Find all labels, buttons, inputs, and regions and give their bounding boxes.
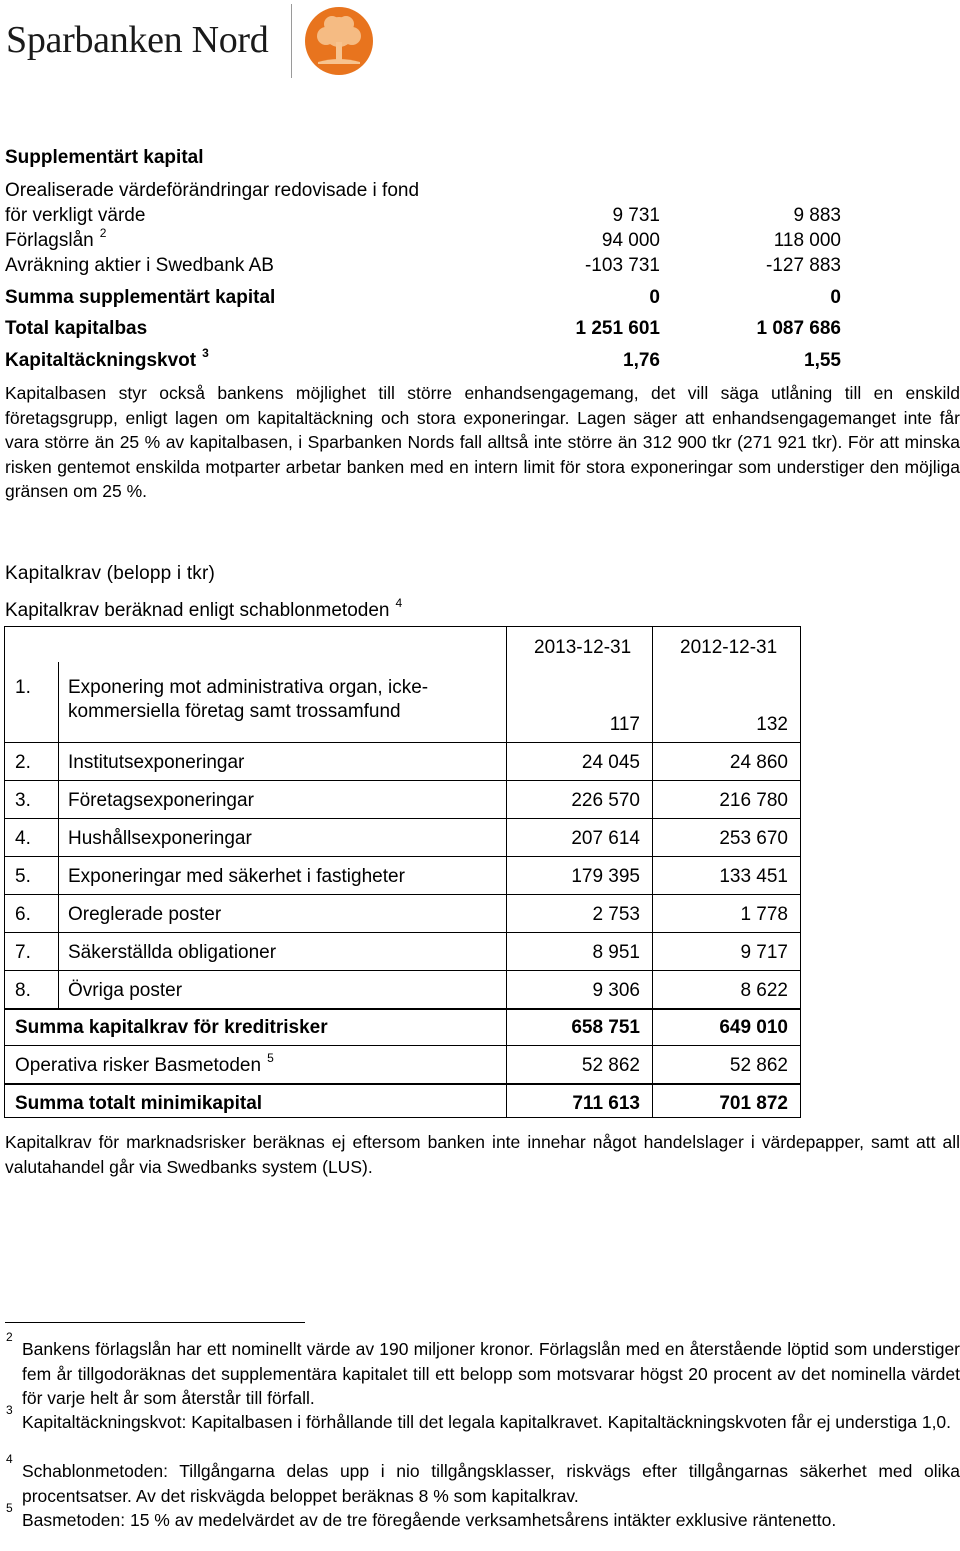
- row-label: Hushållsexponeringar: [68, 828, 252, 849]
- row-number: 8.: [15, 980, 31, 1001]
- kvot-value-previous: 1,55: [804, 350, 841, 371]
- row-value-previous: 118 000: [773, 230, 841, 251]
- table-grid: [5, 1045, 800, 1046]
- table-grid: [652, 626, 653, 1118]
- operativa-label: Operativa risker Basmetoden: [15, 1055, 262, 1076]
- row-label: Avräkning aktier i Swedbank AB: [5, 255, 274, 276]
- row-value-previous: 9 717: [740, 942, 788, 963]
- row-value-current: 24 045: [581, 752, 640, 773]
- sum-total-label: Summa totalt minimikapital: [15, 1093, 263, 1114]
- row-label-forlagslan: [5, 226, 107, 252]
- footnote-text: Bankens förlagslån har ett nominellt värde av 190 miljoner kronor. Förlagslån med en återstående löptid som understiger fem år tillgodoräknas det supplementära kapitalet till ett belopp som motsvarar högst 20 procent av det nominella värdet för varje helt år som återstår till förfall.: [22, 1339, 960, 1408]
- row-value-previous: 8 622: [740, 980, 788, 1001]
- operativa-previous: 52 862: [729, 1055, 788, 1076]
- table-grid: [506, 662, 507, 1118]
- total-value-previous: 1 087 686: [756, 318, 841, 339]
- table-grid: [5, 780, 800, 781]
- column-header-2012: 2012-12-31: [680, 637, 778, 658]
- row-number: 2.: [15, 752, 31, 773]
- table-grid: [5, 1008, 800, 1010]
- row-number: 1.: [15, 677, 31, 698]
- kvot-row: [5, 346, 209, 372]
- table-grid: [5, 970, 800, 971]
- table-grid: [5, 742, 800, 743]
- paragraph-text: Kapitalbasen styr också bankens möjlighet till större enhandsengagemang, det vill säga utlåning till en enskild företagsgrupp, enligt lagen om kapitaltäckning och stora exponeringar.: [5, 383, 960, 428]
- table-grid: [5, 894, 800, 895]
- footnote-text: Schablonmetoden: Tillgångarna delas upp i nio tillgångsklasser, riskvägs efter tillgångarnas säkerhet med olika procentsatser. Av det riskvägda beloppet beräknas 8 % som kapitalkrav.: [22, 1461, 960, 1506]
- row-label: Orealiserade värdeförändringar redovisade i fond: [5, 180, 420, 201]
- footnote-number: 3: [6, 1403, 13, 1417]
- row-number: 4.: [15, 828, 31, 849]
- row-value-previous: 253 670: [719, 828, 788, 849]
- total-value-current: 1 251 601: [575, 318, 660, 339]
- row-value-current: 9 731: [612, 205, 660, 226]
- row-label: Företagsexponeringar: [68, 790, 254, 811]
- row-number: 3.: [15, 790, 31, 811]
- paragraph-text: Lagen säger att enhandsengagemanget inte får vara större än 25 % av kapitalbasen, i Sparbanken Nords fall alltså inte större än 312 900 tkr (271 921 tkr). För att minska risken gentemot enskilda motparter arbetar banken med en intern limit för stora exponeringar som understiger den möjliga gränsen om 25 %.: [5, 407, 960, 501]
- row-label: Oreglerade poster: [68, 904, 222, 925]
- section-title-kapitalkrav: Kapitalkrav (belopp i tkr): [5, 563, 216, 584]
- footnote-ref: 5: [267, 1051, 274, 1065]
- footnote-ref: 4: [395, 596, 403, 610]
- row-value-current: 117: [609, 714, 640, 735]
- row-value-previous: -127 883: [765, 255, 841, 276]
- row-value-previous: 132: [756, 714, 788, 735]
- footnote-text: Basmetoden: 15 % av medelvärdet av de tre föregående verksamhetsårens intäkter exklusive räntenetto.: [22, 1510, 837, 1530]
- row-label: Exponering mot administrativa organ, icke-: [68, 677, 429, 698]
- row-label: Säkerställda obligationer: [68, 942, 277, 963]
- kvot-value-current: 1,76: [623, 350, 660, 371]
- row-value-current: 179 395: [571, 866, 640, 887]
- operativa-current: 52 862: [581, 1055, 640, 1076]
- header-divider: [291, 4, 292, 78]
- table-grid: [5, 856, 800, 857]
- sum-kredit-label: Summa kapitalkrav för kreditrisker: [15, 1017, 328, 1038]
- footnote-number: 4: [6, 1452, 13, 1466]
- table-grid: [506, 626, 507, 662]
- sum-kredit-current: 658 751: [571, 1017, 640, 1038]
- subtitle-text: Kapitalkrav beräknad enligt schablonmetoden: [5, 600, 390, 621]
- paragraph-marknadsrisker: Kapitalkrav för marknadsrisker beräknas ej eftersom banken inte innehar något handelslager i värdepapper, samt att all valutahandel går via Swedbanks system (LUS).: [5, 1132, 960, 1177]
- row-label: Förlagslån: [5, 230, 94, 251]
- row-value-current: 94 000: [601, 230, 660, 251]
- row-value-previous: 9 883: [793, 205, 841, 226]
- operativa-row: [15, 1051, 274, 1077]
- row-value-current: 2 753: [592, 904, 640, 925]
- row-label: kommersiella företag samt trossamfund: [68, 701, 401, 722]
- footnote-ref: 2: [99, 226, 107, 240]
- row-label: Övriga poster: [68, 980, 183, 1001]
- footnote-separator: [5, 1322, 305, 1323]
- row-value-current: 207 614: [571, 828, 640, 849]
- kvot-label: Kapitaltäckningskvot: [5, 350, 197, 371]
- sum-label: Summa supplementärt kapital: [5, 287, 276, 308]
- row-value-previous: 133 451: [719, 866, 788, 887]
- row-value-previous: 24 860: [729, 752, 788, 773]
- section-title-supplementart: Supplementärt kapital: [5, 147, 204, 168]
- footnote-ref: 3: [202, 346, 209, 360]
- table-grid: [58, 662, 59, 1008]
- footnote-text: Kapitaltäckningskvot: Kapitalbasen i förhållande till det legala kapitalkravet. Kapitaltäckningskvoten får ej understiga 1,0.: [22, 1412, 952, 1432]
- brand-name: Sparbanken Nord: [6, 19, 269, 61]
- sum-total-previous: 701 872: [719, 1093, 788, 1114]
- sum-kredit-previous: 649 010: [719, 1017, 788, 1038]
- column-header-2013: 2013-12-31: [534, 637, 632, 658]
- row-number: 5.: [15, 866, 31, 887]
- row-value-current: 226 570: [571, 790, 640, 811]
- kapitalkrav-subtitle: [5, 596, 403, 622]
- row-value-current: -103 731: [584, 255, 660, 276]
- table-grid: [5, 818, 800, 819]
- oak-tree-logo-icon: [304, 6, 374, 76]
- footnote-number: 2: [6, 1330, 13, 1344]
- row-label: Institutsexponeringar: [68, 752, 245, 773]
- sum-total-current: 711 613: [572, 1093, 640, 1114]
- row-value-current: 9 306: [592, 980, 640, 1001]
- sum-value-previous: 0: [830, 287, 841, 308]
- row-label: Exponeringar med säkerhet i fastigheter: [68, 866, 405, 887]
- table-grid: [5, 1083, 800, 1085]
- row-value-previous: 1 778: [740, 904, 788, 925]
- row-value-current: 8 951: [592, 942, 640, 963]
- row-value-previous: 216 780: [719, 790, 788, 811]
- footnote-number: 5: [6, 1501, 13, 1515]
- total-label: Total kapitalbas: [5, 318, 148, 339]
- row-number: 6.: [15, 904, 31, 925]
- table-grid: [5, 932, 800, 933]
- row-label: för verkligt värde: [5, 205, 146, 226]
- sum-value-current: 0: [649, 287, 660, 308]
- row-number: 7.: [15, 942, 31, 963]
- paragraph-kapitalbas: [5, 381, 960, 504]
